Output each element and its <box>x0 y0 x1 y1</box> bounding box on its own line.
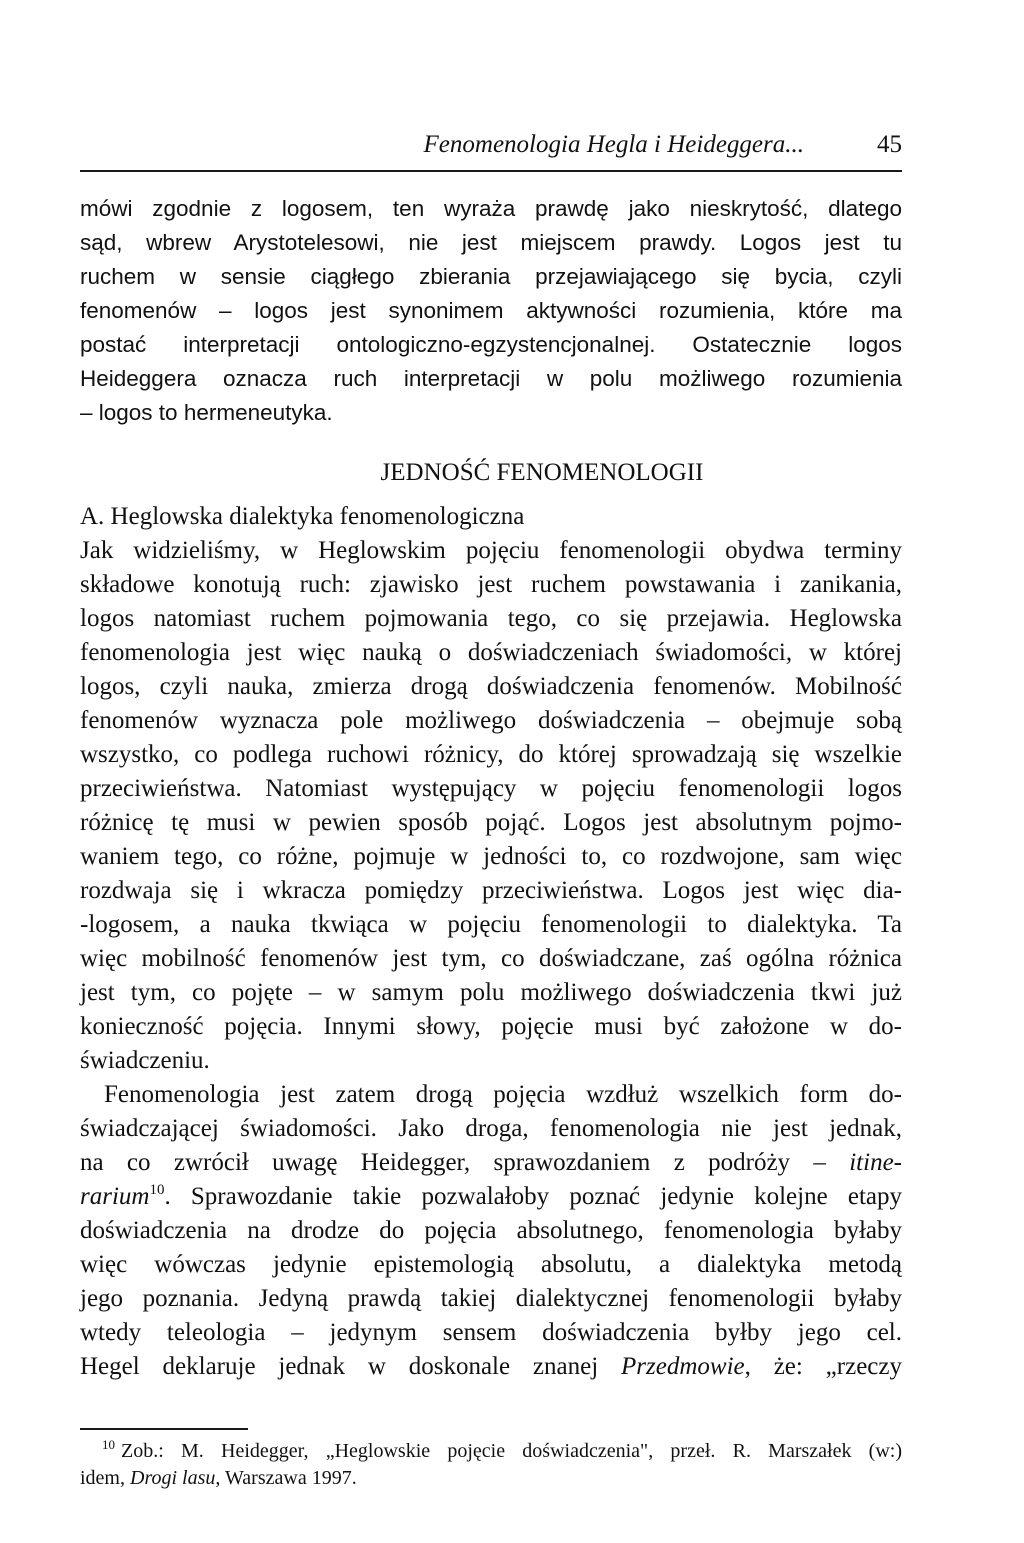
section-heading: JEDNOŚĆ FENOMENOLOGII <box>380 459 704 486</box>
text-line <box>80 1146 902 1180</box>
italic-title: Przedmowie <box>621 1353 745 1380</box>
main-text <box>80 500 902 1384</box>
italic-term: rarium <box>80 1183 150 1210</box>
paragraph-intro <box>80 192 902 430</box>
footnote-text: idem, <box>80 1467 130 1489</box>
footnote <box>80 1438 902 1492</box>
text-line: fenomenologia jest więc nauką o doświadczeniach świadomości, w której <box>80 639 902 666</box>
text-span: na co zwrócił uwagę Heidegger, sprawozdaniem z podróży – <box>80 1149 850 1176</box>
footnote-line <box>80 1438 902 1465</box>
text-line: sąd, wbrew Arystotelesowi, nie jest miejscem prawdy. Logos jest tu <box>80 230 902 255</box>
italic-term: itine- <box>849 1149 902 1176</box>
text-line: świadczeniu. <box>80 1047 210 1074</box>
text-line: wtedy teleologia – jedynym sensem doświadczenia byłby jego cel. <box>80 1319 902 1346</box>
text-line: Jak widzieliśmy, w Heglowskim pojęciu fenomenologii obydwa terminy <box>80 537 902 564</box>
page-number: 45 <box>877 131 902 158</box>
running-head <box>80 130 902 172</box>
text-line: wszystko, co podlega ruchowi różnicy, do której sprowadzają się wszelkie <box>80 741 902 768</box>
footnote-mark: 10 <box>102 1437 115 1452</box>
footnote-text: , Warszawa 1997. <box>215 1467 357 1489</box>
text-line: fenomenów wyznacza pole możliwego doświadczenia – obejmuje sobą <box>80 707 902 734</box>
text-line: mówi zgodnie z logosem, ten wyraża prawdę jako nieskrytość, dlatego <box>80 196 902 221</box>
text-line: jego poznania. Jedyną prawdą takiej dialektycznej fenomenologii byłaby <box>80 1285 902 1312</box>
running-head-title: Fenomenologia Hegla i Heideggera... <box>423 131 804 158</box>
text-line <box>80 1350 902 1384</box>
text-line <box>80 1180 902 1214</box>
text-line: więc mobilność fenomenów jest tym, co doświadczane, zaś ogólna różnica <box>80 945 902 972</box>
text-line: doświadczenia na drodze do pojęcia absolutnego, fenomenologia byłaby <box>80 1217 902 1244</box>
text-span: , że: „rzeczy <box>744 1353 902 1380</box>
footnote-reference[interactable]: 10 <box>149 1182 165 1198</box>
footnote-line <box>80 1465 902 1492</box>
text-line: rozdwaja się i wkracza pomiędzy przeciwieństwa. Logos jest więc dia- <box>80 877 902 904</box>
text-span: . Sprawozdanie takie pozwalałoby poznać jedynie kolejne etapy <box>164 1183 902 1210</box>
text-line: jest tym, co pojęte – w samym polu możliwego doświadczenia tkwi już <box>80 979 902 1006</box>
text-span: Hegel deklaruje jednak w doskonale znanej <box>80 1353 622 1380</box>
text-line: – logos to hermeneutyka. <box>80 400 333 425</box>
italic-title: Drogi lasu <box>130 1467 216 1489</box>
subheading: A. Heglowska dialektyka fenomenologiczna <box>80 503 525 530</box>
paragraph-phenomenology-path <box>80 1078 902 1384</box>
text-line: postać interpretacji ontologiczno-egzystencjonalnej. Ostatecznie logos <box>80 332 902 357</box>
text-line: Heideggera oznacza ruch interpretacji w polu możliwego rozumienia <box>80 366 902 391</box>
footnote-divider <box>80 1428 248 1430</box>
text-line: logos natomiast ruchem pojmowania tego, co się przejawia. Heglowska <box>80 605 902 632</box>
text-line: ruchem w sensie ciągłego zbierania przejawiającego się bycia, czyli <box>80 264 902 289</box>
paragraph-dialectics <box>80 534 902 1078</box>
text-line: składowe konotują ruch: zjawisko jest ruchem powstawania i zanikania, <box>80 571 902 598</box>
text-line: konieczność pojęcia. Innymi słowy, pojęcie musi być założone w do- <box>80 1013 902 1040</box>
text-line: -logosem, a nauka tkwiąca w pojęciu fenomenologii to dialektyka. Ta <box>80 911 902 938</box>
text-line: więc wówczas jedynie epistemologią absolutu, a dialektyka metodą <box>80 1251 902 1278</box>
text-line: waniem tego, co różne, pojmuje w jedności to, co rozdwojone, sam więc <box>80 843 902 870</box>
text-line: fenomenów – logos jest synonimem aktywności rozumienia, które ma <box>80 298 902 323</box>
text-line: świadczającej świadomości. Jako droga, fenomenologia nie jest jednak, <box>80 1115 902 1142</box>
text-line: przeciwieństwa. Natomiast występujący w pojęciu fenomenologii logos <box>80 775 902 802</box>
text-line: Fenomenologia jest zatem drogą pojęcia wzdłuż wszelkich form do- <box>104 1081 902 1108</box>
text-line: różnicę tę musi w pewien sposób pojąć. Logos jest absolutnym pojmo- <box>80 809 902 836</box>
footnote-text: Zob.: M. Heidegger, „Heglowskie pojęcie doświadczenia", przeł. R. Marszałek (w:) <box>121 1440 902 1462</box>
text-line: logos, czyli nauka, zmierza drogą doświadczenia fenomenów. Mobilność <box>80 673 902 700</box>
